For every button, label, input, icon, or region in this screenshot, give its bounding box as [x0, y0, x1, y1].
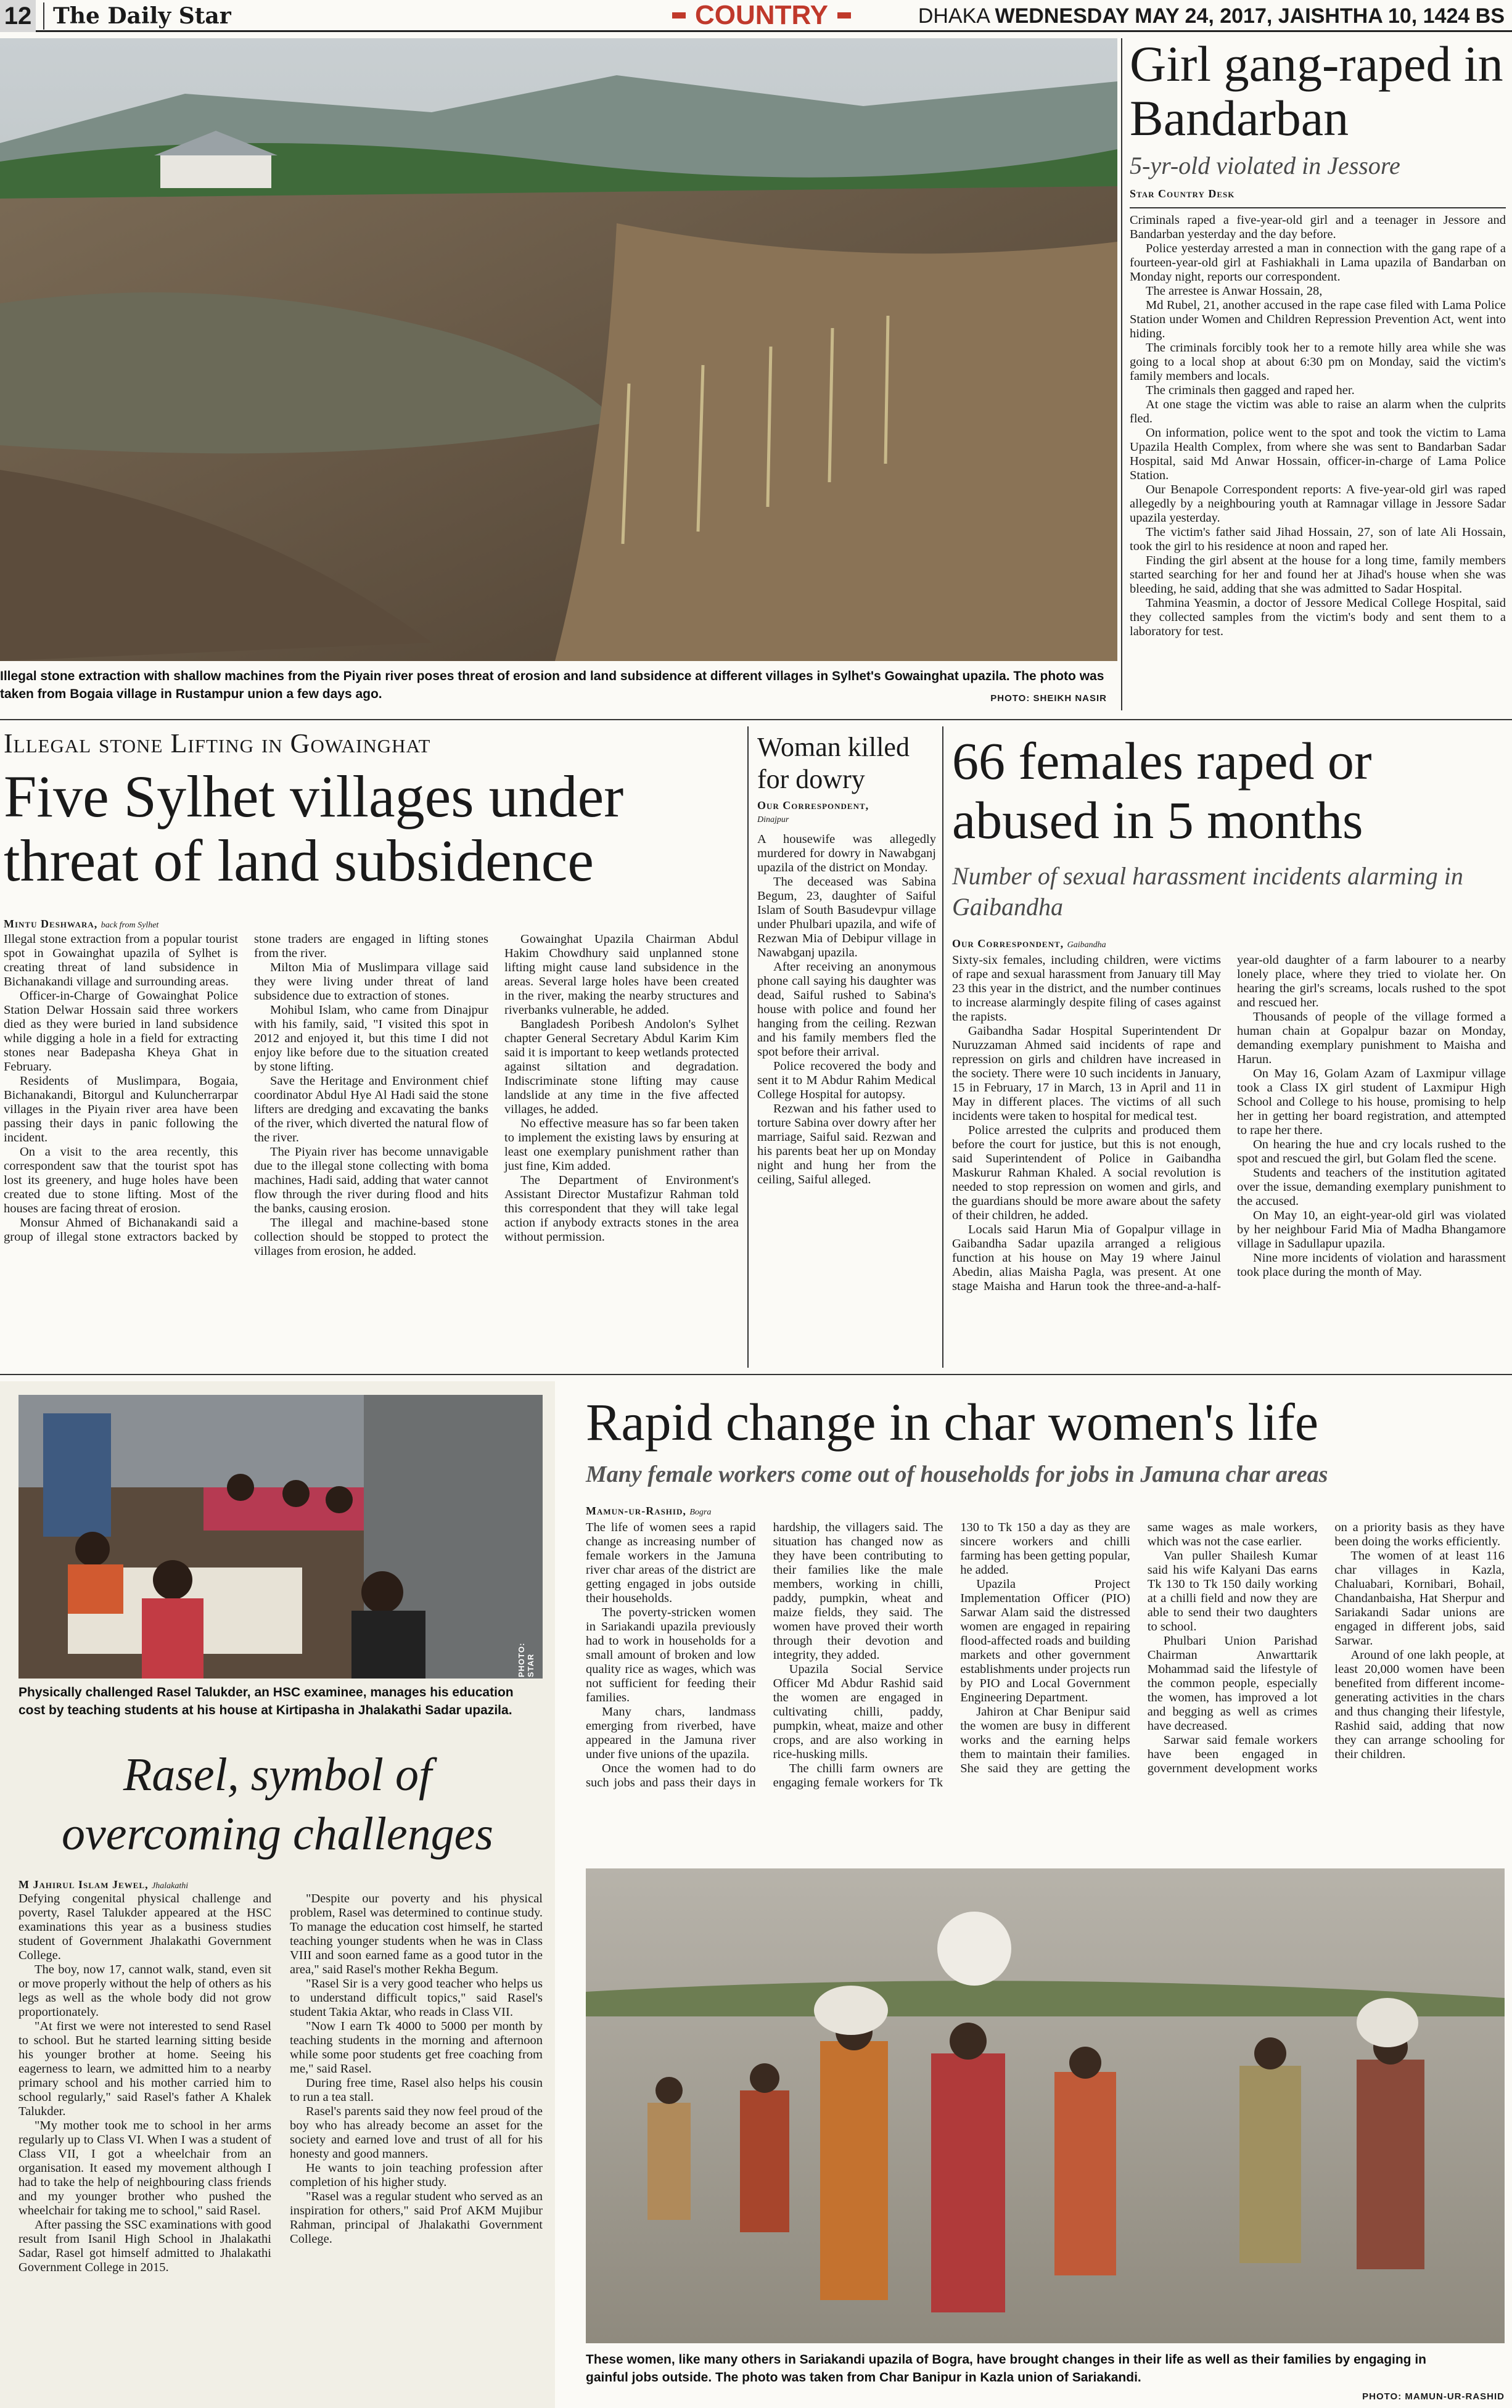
paragraph: Rasel's parents said they now feel proud of the boy who has already become an asset for the society and earned love and trust of all for his honesty and good manners. [290, 2105, 543, 2161]
paragraph: Thousands of people of the village formed a human chain at Gopalpur bazar on Monday, demanding exemplary punishment to Maisha and Harun. [1237, 1010, 1506, 1066]
char-headline: Rapid change in char women's life [586, 1392, 1319, 1452]
date-prefix: DHAKA [918, 4, 990, 28]
paragraph: Locals said Harun Mia of Gopalpur village in Gaibandha Sadar upazila arranged a religious function at his house on May 19 where Jainul Abedin, alias Maisha Pagla, was present. At one stage Maisha and Harun took the three-and-a-half-year-old daughter of a farm labourer to a nearby lonely place, where they tried to violate her. On hearing the girl's screams, locals rushed to the spot and rescued her. [952, 953, 1506, 1293]
paragraph: Rezwan and his father used to torture Sabina over dowry after her marriage, Saiful said. Rezwan and his parents beat her up on Monday night and hung her from the ceiling, Saiful alleged. [757, 1102, 936, 1186]
page-number: 12 [0, 0, 36, 32]
paragraph: Milton Mia of Muslimpara village said they were living under threat of land subsidence due to extraction of stones. [254, 961, 488, 1003]
paragraph: The women of at least 116 char villages in Kazla, Chaluabari, Kornibari, Bohail, Chandanbaisha, Hat Sherpur and Sariakandi Sadar unions are engaged in different jobs, said Sarwar. [1334, 1549, 1505, 1648]
paragraph: On information, police went to the spot and took the victim to Lama Upazila Health Complex, from where she was sent to Bandarban Sadar Hospital, said Md Anwar Hossain, officer-in-charge of Lama Police Station. [1130, 426, 1506, 482]
paragraph: Upazila Project Implementation Officer (PIO) Sarwar Alam said the distressed women are engaged in repairing flood-affected roads and building markets and other government establishments under projects run by PIO and Local Government Engineering Department. [960, 1577, 1130, 1704]
paragraph: Van puller Shailesh Kumar said his wife Kalyani Das earns Tk 130 to Tk 150 daily working at a chilli field and now they are able to send their two daughters to school. [1147, 1549, 1318, 1633]
char-byline [586, 1505, 832, 1518]
paper-name: The Daily Star [43, 2, 231, 30]
section-rule [0, 719, 1512, 720]
stone-extraction-photo [0, 38, 1117, 661]
sylhet-kicker: Illegal stone Lifting in Gowainghat [4, 728, 431, 758]
paragraph: After receiving an anonymous phone call saying his daughter was dead, Saiful rushed to Sabina's house with police and found her hanging from the ceiling. Rezwan and his family members fled the spot before their arrival. [757, 960, 936, 1059]
paragraph: Upazila Social Service Officer Md Abdur Rashid said the women are engaged in cultivating chilli, paddy, pumpkin, wheat, maize and other crops, and are also working in rice-husking mills. [773, 1662, 943, 1761]
paragraph: Once the women had to do such jobs and pass their days in hardship, the villagers said. The situation has changed now as they have been contributing to their families like the male members, working in chilli, paddy, pumpkin, wheat and maize fields, they said. The women have proved their worth through their devotion and integrity, they added. [586, 1521, 943, 1790]
paragraph: During free time, Rasel also helps his cousin to run a tea stall. [290, 2076, 543, 2104]
paragraph: A housewife was allegedly murdered for dowry in Nawabganj upazila of the district on Monday. [757, 832, 936, 874]
girl-story-headline: Girl gang-raped in Bandarban [1130, 36, 1503, 146]
paragraph: Many chars, landmass emerging from riverbed, have appeared in the Jamuna river under five unions of the upazila. [586, 1705, 756, 1761]
paragraph: The criminals forcibly took her to a remote hilly area while she was going to a local shop at about 6:30 pm on Monday, said the victim's family members and locals. [1130, 341, 1506, 383]
byline-name: M Jahirul Islam Jewel, [18, 1878, 149, 1891]
byline-name: Mintu Deshwara, [4, 918, 98, 930]
byline-name: Our Correspondent, [952, 937, 1064, 950]
paragraph: Mohibul Islam, who came from Dinajpur with his family, said, "I visited this spot in 2012 and enjoyed it, but this time I did not enjoy like before due to the situation created by stone lifting. [254, 1003, 488, 1074]
paragraph: The Department of Environment's Assistant Director Mustafizur Rahman told this correspondent that they will take legal action if anybody extracts stones in the area without permission. [504, 1173, 739, 1244]
section-name: COUNTRY [672, 0, 851, 32]
sylhet-headline: Five Sylhet villages under threat of land subsidence [4, 763, 624, 894]
gaibandha-deck: Number of sexual harassment incidents alarming in Gaibandha [952, 862, 1463, 921]
paragraph: On May 10, an eight-year-old girl was violated by her neighbour Farid Mia of Madha Bhangamore village in Sadullapur upazila. [1237, 1209, 1506, 1251]
paragraph: On hearing the hue and cry locals rushed to the spot and rescued the girl, but Golam fled the scene. [1237, 1138, 1506, 1165]
section-rule [0, 1374, 1512, 1375]
char-women-photo [586, 1868, 1505, 2343]
dowry-headline: Woman killed for dowry [757, 732, 910, 794]
paragraph: At one stage the victim was able to raise an alarm when the culprits fled. [1130, 398, 1506, 425]
column-rule [942, 726, 943, 1368]
paragraph: Police yesterday arrested a man in connection with the gang rape of a fourteen-year-old girl at Fashiakhali in Lama upazila of Bandarban on Monday night, reports our correspondent. [1130, 242, 1506, 284]
byline-dateline: Jhalakathi [152, 1881, 189, 1891]
paragraph: "Rasel Sir is a very good teacher who helps us to understand difficult topics," said Rasel's student Takia Aktar, who reads in Class VII. [290, 1977, 543, 2019]
rasel-photo [18, 1395, 543, 1679]
gaibandha-headline: 66 females raped or abused in 5 months [952, 731, 1372, 850]
paragraph: Illegal stone extraction from a popular tourist spot in Gowainghat upazila of Sylhet is creating threat of land subsidence in Bichanakandi village and surrounding areas. [4, 932, 238, 988]
paragraph: "Despite our poverty and his physical problem, Rasel was determined to continue study. To manage the education cost himself, he started teaching younger students when he was in Class VIII and soon earned fame as a good tutor in the area," said Rasel's mother Rekha Begum. [290, 1892, 543, 1976]
paragraph: The life of women sees a rapid change as increasing number of female workers in the Jamuna river char areas of the district are getting engaged in jobs outside their households. [586, 1521, 756, 1605]
paragraph: The illegal and machine-based stone collection should be stopped to protect the villages from erosion, he added. [254, 1216, 488, 1258]
rasel-photo-caption: Physically challenged Rasel Talukder, an HSC examinee, manages his education cost by teaching students at his house at Kirtipasha in Jhalakathi Sadar upazila. [18, 1685, 514, 1717]
paragraph: The chilli farm owners are engaging female workers for Tk 130 to Tk 150 a day as they are sincere workers and chilli farming has been getting popular, he added. [773, 1521, 1130, 1790]
date-text: WEDNESDAY MAY 24, 2017, JAISHTHA 10, 1424 BS [995, 4, 1505, 28]
paragraph: The arrestee is Anwar Hossain, 28, [1146, 284, 1323, 298]
sylhet-byline [4, 918, 250, 931]
paragraph: On May 16, Golam Azam of Laxmipur village took a Class IX girl student of Laxmipur High School and College to his house, promising to help her in getting her board registration, and attempted to rape her there. [1237, 1067, 1506, 1137]
paragraph: Bangladesh Poribesh Andolon's Sylhet chapter General Secretary Abdul Karim Kim said it is important to keep wetlands protected against siltation and degradation. Indiscriminate stone lifting may cause landslide at any time in the five affected villages, he added. [504, 1017, 739, 1116]
paragraph: "My mother took me to school in her arms regularly up to Class VI. When I was a student of Class VII, I got a wheelchair from an organisation. It eased my movement although I had to take the help of neighbouring class friends and my younger brother who pushed the wheelchair for taking me to school," said Rasel. [18, 2119, 271, 2217]
paragraph: Monsur Ahmed of Bichanakandi said a group of illegal stone extractors backed by stone traders are engaged in lifting stones from the river. [4, 932, 488, 1244]
gaibandha-body [952, 953, 1506, 1366]
paragraph: Defying congenital physical challenge and poverty, Rasel Talukder appeared at the HSC examinations this year as a business studies student of Government Jhalakathi Government College. [18, 1892, 271, 1962]
paragraph: "At first we were not interested to send Rasel to school. But he started learning sitting beside his younger brother at home. Seeing his eagerness to learn, we admitted him to a nearby primary school and his mother carried him to school regularly," said Rasel's father A Khalek Talukder. [18, 2020, 271, 2118]
paragraph: No effective measure has so far been taken to implement the existing laws by ensuring at least one exemplary punishment rather than just fine, Kim added. [504, 1117, 739, 1173]
paragraph: The deceased was Sabina Begum, 23, daughter of Saiful Islam of South Basudevpur village under Phulbari upazila, and wife of Rezwan Mia of Debipur village in Nawabganj upazila. [757, 875, 936, 960]
byline-dateline: Gaibandha [1067, 940, 1106, 950]
paragraph: Md Rubel, 21, another accused in the rape case filed with Lama Police Station under Women and Children Repression Prevention Act, went into hiding. [1130, 298, 1506, 340]
paragraph: Gowainghat Upazila Chairman Abdul Hakim Chowdhury said unplanned stone lifting might cause land subsidence in the areas. Several large holes have been created in the river, making the nearby structures and riverbanks vulnerable, he added. [504, 932, 739, 1017]
byline-dateline: Bogra [689, 1508, 712, 1517]
rule [1130, 207, 1506, 208]
paragraph: Sarwar said female workers have been engaged in government development works on a priority basis as they have been doing the works efficiently. [1147, 1521, 1505, 1775]
masthead-date [918, 0, 1505, 32]
paragraph: Residents of Muslimpara, Bogaia, Bichanakandi, Bitorgul and Kuluncherrarpar villages in the Piyain river area have been passing their days in panic following the incident. [4, 1074, 238, 1144]
char-photo-caption: These women, like many others in Sariakandi upazila of Bogra, have brought changes in their life as well as their families by engaging in gainful jobs outside. The photo was taken from Char Banipur in Kazla union of Sariakandi. [586, 2353, 1427, 2385]
rasel-byline [18, 1878, 277, 1892]
paragraph: After passing the SSC examinations with good result from Isanil High School in Jhalakathi Sadar, Rasel got himself admitted to Jhalakathi Government College in 2015. [18, 2218, 271, 2274]
paragraph: Police arrested the culprits and produced them before the court for justice, but this is not enough, said Superintendent of Police in Gaibandha Maskurur Rahman Khaled. A social revolution is needed to stop repression on women and girls, and the guardians should be more aware about the safety of their children, he added. [952, 1124, 1221, 1222]
paragraph: Around of one lakh people, at least 20,000 women have been benefited from different income-generating activities in the chars and thus changing their lifestyle, Rashid said, adding that now they can arrange schooling for their children. [1334, 1648, 1505, 1761]
paragraph: Tahmina Yeasmin, a doctor of Jessore Medical College Hospital, said they collected samples from the victim's body and sent them to a laboratory for test. [1130, 596, 1506, 638]
girl-story-byline: Star Country Desk [1130, 187, 1235, 200]
paragraph: "Rasel was a regular student who served as an inspiration for others," said Prof AKM Mujibur Rahman, principal of Jhalakathi Government College. [290, 2190, 543, 2246]
girl-story-body [1130, 213, 1506, 713]
paragraph: Save the Heritage and Environment chief coordinator Abdul Hye Al Hadi said the stone lifters are dredging and excavating the banks of the river, which diverted the natural flow of the river. [254, 1074, 489, 1144]
paragraph: Criminals raped a five-year-old girl and a teenager in Jessore and Bandarban yesterday and the day before. [1130, 213, 1506, 241]
char-photo-credit: PHOTO: MAMUN-UR-RASHID [1362, 2391, 1505, 2402]
byline-name: Mamun-ur-Rashid, [586, 1505, 686, 1517]
paragraph: The poverty-stricken women in Sariakandi upazila previously had to work in households for a small amount of broken and low quality rice as wages, which was not sufficient for feeding their families. [586, 1606, 756, 1704]
paragraph: "Now I earn Tk 4000 to 5000 per month by teaching students in the morning and afternoon while some poor students get free coaching from me," said Rasel. [290, 2020, 543, 2076]
paragraph: Our Benapole Correspondent reports: A five-year-old girl was raped allegedly by a neighbouring youth at Ramnagar village in Jessore Sadar upazila yesterday. [1130, 483, 1506, 525]
char-deck: Many female workers come out of households for jobs in Jamuna char areas [586, 1461, 1328, 1487]
paragraph: He wants to join teaching profession after completion of his higher study. [290, 2161, 543, 2189]
gaibandha-byline [952, 937, 1260, 951]
paragraph: The criminals then gagged and raped her. [1146, 384, 1355, 397]
byline-name: Our Correspondent, [757, 799, 869, 812]
paragraph: Jahiron at Char Benipur said the women are busy in different works and the earning helps them to maintain their families. She said they are getting the same wages as male workers, which was not the case earlier. [960, 1521, 1318, 1775]
byline-dateline: Dinajpur [757, 815, 789, 824]
sylhet-body [4, 932, 739, 1358]
girl-story-deck: 5-yr-old violated in Jessore [1130, 152, 1400, 179]
byline-dateline: back from Sylhet [101, 921, 159, 930]
paragraph: The victim's father said Jihad Hossain, 27, son of late Ali Hossain, took the girl to his residence at noon and raped her. [1130, 525, 1506, 553]
paragraph: On a visit to the area recently, this correspondent saw that the tourist spot has lost its greenery, and huge holes have been created due to stone lifting. Most of the houses are facing threat of erosion. [4, 1145, 238, 1215]
paragraph: Finding the girl absent at the house for a long time, family members started searching for her and found her at Jihad's house when she was bleeding, he said, adding that she was admitted to Sadar Hospital. [1130, 554, 1506, 596]
char-body [586, 1521, 1505, 1860]
top-photo-caption: Illegal stone extraction with shallow machines from the Piyain river poses threat of erosion and land subsidence at different villages in Sylhet's Gowainghat upazila. The photo was taken from Bogaia village in Rustampur union a few days ago. [0, 669, 1104, 701]
paragraph: The Piyain river has become unnavigable due to the illegal stone collecting with boma machines, Hadi said, adding that water cannot flow through the river during flood and hits the banks, causing erosion. [254, 1145, 488, 1215]
paragraph: Sixty-six females, including children, were victims of rape and sexual harassment from January till May 23 this year in the district, and the number continues to increase alarmingly despite filing of cases against the rapists. [952, 953, 1221, 1024]
top-photo-credit: PHOTO: SHEIKH NASIR [990, 693, 1107, 704]
paragraph: Officer-in-Charge of Gowainghat Police Station Delwar Hossain said three workers died as they were buried in land subsidence while digging a hole in a field for extracting stones near Badepasha Kheya Ghat in February. [4, 989, 238, 1074]
paragraph: Phulbari Union Parishad Chairman Anwarttarik Mohammad said the lifestyle of the common people, especially the women, has improved a lot and begging as well as crimes have decreased. [1147, 1634, 1318, 1733]
paragraph: Students and teachers of the institution agitated over the issue, demanding exemplary punishment to the accused. [1237, 1166, 1506, 1208]
paragraph: Gaibandha Sadar Hospital Superintendent Dr Nuruzzaman Ahmed said incidents of rape and repression on girls and children have increased in the society. There were 10 such incidents in January, 15 in February, 17 in March, 13 in April and 11 in May in different places. The victims of all such incidents were taken to hospital for medical test. [952, 1024, 1221, 1123]
column-rule [1121, 38, 1122, 710]
rasel-photo-credit: PHOTO: STAR [517, 1642, 535, 1677]
paragraph: Nine more incidents of violation and harassment took place during the month of May. [1237, 1251, 1506, 1279]
column-rule [747, 726, 749, 1368]
dowry-body [757, 832, 936, 1363]
dowry-byline [757, 799, 942, 826]
paragraph: The boy, now 17, cannot walk, stand, even sit or move properly without the help of others as his legs as well as the whole body did not grow proportionately. [18, 1963, 271, 2019]
rasel-headline: Rasel, symbol of overcoming challenges [62, 1749, 493, 1860]
paragraph: Police recovered the body and sent it to M Abdur Rahim Medical College Hospital for autopsy. [757, 1059, 936, 1101]
rasel-body [18, 1892, 543, 2404]
